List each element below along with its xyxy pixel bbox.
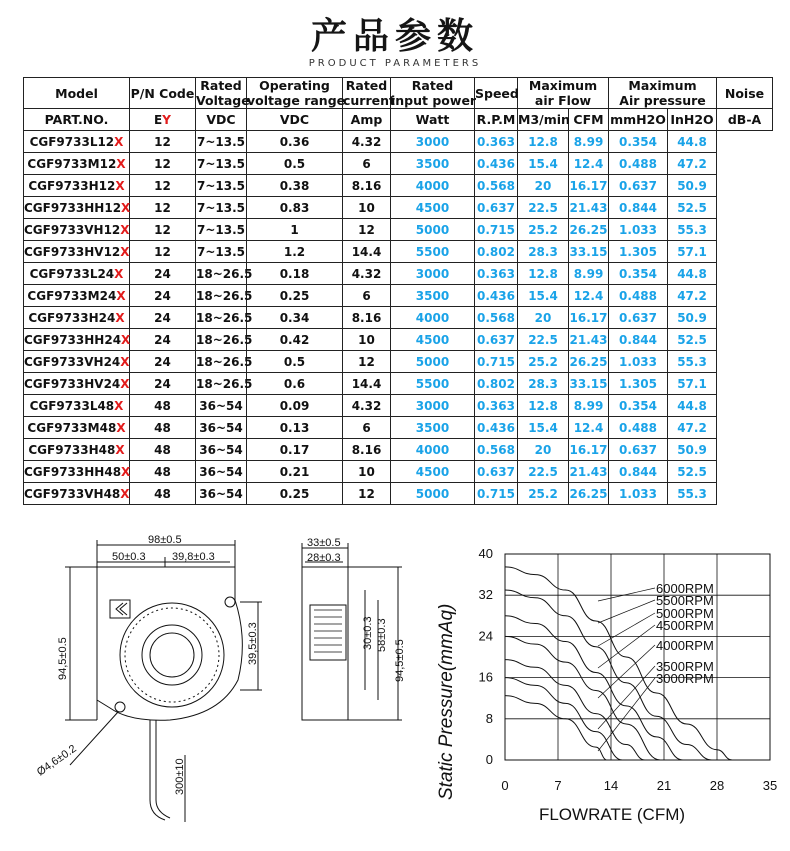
- cell-v: 12: [130, 153, 196, 175]
- cell-amp: 1.2: [247, 241, 343, 263]
- header-operating-range: Operating voltage range: [247, 78, 346, 108]
- cell-inh2o: 0.637: [609, 175, 668, 197]
- chart-y-tick: 16: [478, 669, 493, 685]
- table-row: [24, 483, 773, 505]
- cell-range: 18~26.5: [196, 263, 247, 285]
- table-row: [24, 175, 773, 197]
- cell-amp: 0.17: [247, 439, 343, 461]
- cell-watt: 6: [343, 153, 391, 175]
- cell-cfm: 25.2: [518, 483, 569, 505]
- unit-cell: VDC: [247, 109, 343, 131]
- cell-m3: 0.637: [475, 329, 518, 351]
- cell-v: 48: [130, 461, 196, 483]
- cell-rpm: 3000: [391, 263, 475, 285]
- cell-amp: 0.21: [247, 461, 343, 483]
- unit-cell: M3/min: [518, 109, 569, 131]
- cell-v: 48: [130, 483, 196, 505]
- cell-model: CGF9733VH48X: [24, 483, 130, 505]
- cell-rpm: 3500: [391, 153, 475, 175]
- cell-m3: 0.568: [475, 307, 518, 329]
- header-pn-code: P/N Code: [130, 78, 196, 109]
- cell-amp: 0.09: [247, 395, 343, 417]
- chart-series-line: [505, 696, 607, 760]
- fan-hub-outer: [120, 603, 224, 707]
- pn-code-cell: EY: [130, 109, 196, 131]
- table-row: [24, 439, 773, 461]
- cell-mmh2o: 12.4: [569, 153, 609, 175]
- cell-amp: 0.13: [247, 417, 343, 439]
- cell-range: 7~13.5: [196, 175, 247, 197]
- cell-cfm: 12.8: [518, 263, 569, 285]
- chart-x-tick: 21: [656, 778, 672, 793]
- cell-m3: 0.363: [475, 395, 518, 417]
- chart-y-tick: 8: [485, 710, 493, 726]
- chart-leader-line: [598, 645, 655, 698]
- cell-mmh2o: 26.25: [569, 483, 609, 505]
- cell-cfm: 28.3: [518, 241, 569, 263]
- cell-range: 7~13.5: [196, 131, 247, 153]
- cell-mmh2o: 12.4: [569, 285, 609, 307]
- cell-cfm: 25.2: [518, 219, 569, 241]
- cell-db: 57.1: [668, 241, 717, 263]
- fan-hub-inner: [142, 625, 202, 685]
- cell-range: 7~13.5: [196, 241, 247, 263]
- unit-cell: dB-A: [717, 109, 773, 131]
- cell-model: CGF9733L24X: [24, 263, 130, 285]
- cell-range: 36~54: [196, 417, 247, 439]
- table-row: [24, 329, 773, 351]
- cell-mmh2o: 33.15: [569, 241, 609, 263]
- cell-cfm: 12.8: [518, 131, 569, 153]
- cell-model: CGF9733VH12X: [24, 219, 130, 241]
- mount-hole: [225, 597, 235, 607]
- performance-chart: [430, 540, 785, 840]
- cell-mmh2o: 21.43: [569, 329, 609, 351]
- dim-side-inner: 28±0.3: [307, 552, 341, 564]
- cell-v: 48: [130, 395, 196, 417]
- cell-db: 52.5: [668, 329, 717, 351]
- chart-plot-area: [505, 554, 770, 760]
- cell-inh2o: 1.033: [609, 483, 668, 505]
- cell-cfm: 15.4: [518, 417, 569, 439]
- cell-v: 24: [130, 373, 196, 395]
- cell-amp: 0.5: [247, 351, 343, 373]
- chart-series-line: [505, 660, 645, 760]
- cell-db: 47.2: [668, 153, 717, 175]
- cell-rpm: 5000: [391, 483, 475, 505]
- cell-model: CGF9733M12X: [24, 153, 130, 175]
- chart-leader-line: [598, 600, 655, 623]
- chart-leader-line: [598, 625, 655, 668]
- cell-m3: 0.363: [475, 131, 518, 153]
- cell-amp: 0.38: [247, 175, 343, 197]
- cell-watt: 10: [343, 197, 391, 219]
- cell-range: 36~54: [196, 461, 247, 483]
- cell-db: 44.8: [668, 131, 717, 153]
- cell-rpm: 4000: [391, 439, 475, 461]
- table-row: [24, 197, 773, 219]
- mount-hole: [115, 702, 125, 712]
- cell-range: 18~26.5: [196, 329, 247, 351]
- cell-mmh2o: 21.43: [569, 461, 609, 483]
- cell-rpm: 5500: [391, 373, 475, 395]
- cell-rpm: 5000: [391, 219, 475, 241]
- chart-x-tick: 7: [554, 778, 562, 793]
- cell-model: CGF9733M24X: [24, 285, 130, 307]
- cell-v: 12: [130, 175, 196, 197]
- unit-cell: Watt: [391, 109, 475, 131]
- side-view-body: [302, 567, 348, 720]
- cell-mmh2o: 8.99: [569, 395, 609, 417]
- header-rated-voltage: Rated Voltage: [196, 78, 250, 108]
- cell-watt: 4.32: [343, 395, 391, 417]
- cell-amp: 1: [247, 219, 343, 241]
- cell-inh2o: 1.033: [609, 351, 668, 373]
- cell-db: 55.3: [668, 483, 717, 505]
- cell-db: 50.9: [668, 439, 717, 461]
- cell-cfm: 20: [518, 175, 569, 197]
- chart-x-tick: 14: [603, 778, 619, 793]
- cell-rpm: 3500: [391, 285, 475, 307]
- page-title: 产品参数: [310, 16, 479, 57]
- cell-amp: 0.36: [247, 131, 343, 153]
- cell-model: CGF9733M48X: [24, 417, 130, 439]
- cell-inh2o: 0.844: [609, 329, 668, 351]
- cell-rpm: 4000: [391, 307, 475, 329]
- cell-range: 18~26.5: [196, 307, 247, 329]
- table-row: [24, 263, 773, 285]
- cell-mmh2o: 21.43: [569, 197, 609, 219]
- cell-watt: 8.16: [343, 439, 391, 461]
- cell-v: 24: [130, 263, 196, 285]
- cell-range: 7~13.5: [196, 197, 247, 219]
- page-subtitle: PRODUCT PARAMETERS: [308, 58, 482, 69]
- cell-range: 36~54: [196, 439, 247, 461]
- header-rated-power: Rated input power: [391, 78, 477, 108]
- cell-model: CGF9733H12X: [24, 175, 130, 197]
- chart-y-label: Static Pressure(mmAq): [436, 603, 457, 800]
- unit-cell: InH2O: [668, 109, 717, 131]
- cell-mmh2o: 16.17: [569, 439, 609, 461]
- chart-y-tick: 24: [478, 628, 493, 644]
- cell-inh2o: 0.637: [609, 439, 668, 461]
- cell-rpm: 4500: [391, 197, 475, 219]
- table-row: [24, 461, 773, 483]
- cell-m3: 0.637: [475, 197, 518, 219]
- header-max-air-pressure: Maximum Air pressure: [609, 78, 717, 109]
- cell-cfm: 28.3: [518, 373, 569, 395]
- unit-cell: mmH2O: [609, 109, 668, 131]
- cell-cfm: 22.5: [518, 461, 569, 483]
- cell-inh2o: 0.844: [609, 197, 668, 219]
- cell-model: CGF9733H48X: [24, 439, 130, 461]
- cell-mmh2o: 26.25: [569, 219, 609, 241]
- cell-v: 48: [130, 417, 196, 439]
- cell-v: 48: [130, 439, 196, 461]
- cell-inh2o: 0.637: [609, 307, 668, 329]
- header-max-air-flow: Maximum air Flow: [518, 78, 609, 109]
- cell-cfm: 12.8: [518, 395, 569, 417]
- cell-v: 24: [130, 307, 196, 329]
- cell-watt: 4.32: [343, 131, 391, 153]
- chart-series-label: 6000RPM: [656, 581, 714, 596]
- cell-watt: 8.16: [343, 307, 391, 329]
- cell-rpm: 3500: [391, 417, 475, 439]
- chart-x-label: FLOWRATE (CFM): [538, 805, 686, 824]
- cell-amp: 0.42: [247, 329, 343, 351]
- header-model: Model: [24, 78, 130, 109]
- chart-leader-line: [598, 588, 655, 601]
- unit-cell: CFM: [569, 109, 609, 131]
- cell-inh2o: 0.488: [609, 417, 668, 439]
- cell-inh2o: 0.354: [609, 131, 668, 153]
- cell-db: 44.8: [668, 263, 717, 285]
- cell-cfm: 20: [518, 307, 569, 329]
- table-row: [24, 131, 773, 153]
- cell-cfm: 22.5: [518, 329, 569, 351]
- cell-db: 47.2: [668, 285, 717, 307]
- chart-y-tick: 0: [485, 752, 493, 767]
- dim-height-overall: 94,5±0.5: [57, 637, 69, 680]
- cell-model: CGF9733VH24X: [24, 351, 130, 373]
- table-row: [24, 351, 773, 373]
- cell-inh2o: 0.844: [609, 461, 668, 483]
- cell-db: 55.3: [668, 219, 717, 241]
- table-row: [24, 395, 773, 417]
- cell-m3: 0.436: [475, 285, 518, 307]
- cell-m3: 0.637: [475, 461, 518, 483]
- table-row: [24, 373, 773, 395]
- cell-watt: 6: [343, 285, 391, 307]
- cell-db: 57.1: [668, 373, 717, 395]
- cell-mmh2o: 8.99: [569, 131, 609, 153]
- cell-cfm: 15.4: [518, 153, 569, 175]
- unit-cell: VDC: [196, 109, 247, 131]
- table-row: [24, 219, 773, 241]
- cell-watt: 10: [343, 461, 391, 483]
- cell-inh2o: 0.488: [609, 285, 668, 307]
- dim-hole: Ø4,6±0.2: [34, 742, 79, 779]
- cell-cfm: 25.2: [518, 351, 569, 373]
- cell-model: CGF9733H24X: [24, 307, 130, 329]
- dim-height-outlet: 39,5±0.3: [247, 622, 259, 665]
- spec-table: [23, 77, 773, 505]
- cell-v: 12: [130, 241, 196, 263]
- cell-range: 7~13.5: [196, 153, 247, 175]
- cell-range: 7~13.5: [196, 219, 247, 241]
- cell-watt: 8.16: [343, 175, 391, 197]
- unit-cell: PART.NO.: [24, 109, 130, 131]
- cell-inh2o: 1.033: [609, 219, 668, 241]
- cell-rpm: 4000: [391, 175, 475, 197]
- cell-db: 55.3: [668, 351, 717, 373]
- cell-range: 36~54: [196, 483, 247, 505]
- cell-inh2o: 1.305: [609, 373, 668, 395]
- chart-x-tick: 0: [501, 778, 509, 793]
- cell-v: 24: [130, 329, 196, 351]
- cell-rpm: 4500: [391, 461, 475, 483]
- dim-side-depth: 33±0.5: [307, 537, 341, 549]
- lead-wires: [150, 720, 170, 820]
- cell-range: 18~26.5: [196, 373, 247, 395]
- cell-db: 50.9: [668, 175, 717, 197]
- table-row: [24, 241, 773, 263]
- header-rated-current: Rated current: [343, 78, 395, 108]
- cell-db: 47.2: [668, 417, 717, 439]
- cell-db: 52.5: [668, 461, 717, 483]
- chart-y-tick: 40: [478, 546, 493, 561]
- cell-v: 12: [130, 131, 196, 153]
- chart-series-line: [505, 636, 660, 760]
- cell-watt: 12: [343, 219, 391, 241]
- cell-model: CGF9733L48X: [24, 395, 130, 417]
- cell-m3: 0.802: [475, 241, 518, 263]
- unit-cell: R.P.M: [475, 109, 518, 131]
- dim-width-b: 39,8±0.3: [172, 551, 215, 563]
- header-noise: Noise: [717, 78, 773, 109]
- table-row: [24, 285, 773, 307]
- chart-leader-line: [598, 678, 655, 751]
- dim-side-height: 94,5±0.5: [394, 639, 406, 682]
- chart-y-tick: 32: [478, 587, 493, 603]
- cell-amp: 0.25: [247, 285, 343, 307]
- cell-model: CGF9733HV12X: [24, 241, 130, 263]
- cell-watt: 10: [343, 329, 391, 351]
- dim-side-h1: 30±0.3: [362, 616, 374, 650]
- cell-m3: 0.715: [475, 219, 518, 241]
- cell-watt: 12: [343, 351, 391, 373]
- cell-rpm: 3000: [391, 131, 475, 153]
- table-row: [24, 307, 773, 329]
- cell-v: 24: [130, 351, 196, 373]
- fan-housing-outline: [97, 567, 242, 720]
- cell-rpm: 3000: [391, 395, 475, 417]
- header-speed: Speed: [475, 78, 518, 109]
- cell-mmh2o: 8.99: [569, 263, 609, 285]
- cell-m3: 0.568: [475, 439, 518, 461]
- cell-m3: 0.436: [475, 153, 518, 175]
- chart-series-label: 3000RPM: [656, 671, 714, 686]
- chart-x-tick: 35: [762, 778, 778, 793]
- cell-mmh2o: 26.25: [569, 351, 609, 373]
- cell-mmh2o: 33.15: [569, 373, 609, 395]
- cell-model: CGF9733HH24X: [24, 329, 130, 351]
- dim-lead: 300±10: [174, 758, 186, 795]
- chart-series-label: 5500RPM: [656, 593, 714, 608]
- fan-hub-core: [150, 633, 194, 677]
- cell-range: 36~54: [196, 395, 247, 417]
- cell-db: 50.9: [668, 307, 717, 329]
- cell-cfm: 15.4: [518, 285, 569, 307]
- cell-mmh2o: 16.17: [569, 175, 609, 197]
- cell-inh2o: 0.354: [609, 263, 668, 285]
- cell-range: 18~26.5: [196, 351, 247, 373]
- cell-model: CGF9733HV24X: [24, 373, 130, 395]
- cell-rpm: 4500: [391, 329, 475, 351]
- cell-watt: 4.32: [343, 263, 391, 285]
- cell-amp: 0.5: [247, 153, 343, 175]
- cell-inh2o: 1.305: [609, 241, 668, 263]
- chart-x-tick: 28: [709, 778, 725, 793]
- cell-amp: 0.34: [247, 307, 343, 329]
- cell-inh2o: 0.488: [609, 153, 668, 175]
- cell-range: 18~26.5: [196, 285, 247, 307]
- cell-model: CGF9733HH48X: [24, 461, 130, 483]
- cell-watt: 14.4: [343, 373, 391, 395]
- cell-watt: 14.4: [343, 241, 391, 263]
- chart-series-label: 4000RPM: [656, 638, 714, 653]
- cell-model: CGF9733HH12X: [24, 197, 130, 219]
- cell-m3: 0.568: [475, 175, 518, 197]
- cell-amp: 0.83: [247, 197, 343, 219]
- cell-db: 44.8: [668, 395, 717, 417]
- cell-rpm: 5000: [391, 351, 475, 373]
- cell-inh2o: 0.354: [609, 395, 668, 417]
- chart-series-label: 5000RPM: [656, 606, 714, 621]
- cell-m3: 0.715: [475, 351, 518, 373]
- unit-cell: Amp: [343, 109, 391, 131]
- dim-side-h2: 58±0.3: [376, 618, 388, 652]
- cell-m3: 0.802: [475, 373, 518, 395]
- cell-m3: 0.436: [475, 417, 518, 439]
- chart-series-label: 3500RPM: [656, 659, 714, 674]
- cell-v: 24: [130, 285, 196, 307]
- dim-width-overall: 98±0.5: [148, 534, 182, 546]
- cell-cfm: 22.5: [518, 197, 569, 219]
- cell-model: CGF9733L12X: [24, 131, 130, 153]
- chart-series-label: 4500RPM: [656, 618, 714, 633]
- cell-mmh2o: 12.4: [569, 417, 609, 439]
- dim-width-a: 50±0.3: [112, 551, 146, 563]
- cell-watt: 12: [343, 483, 391, 505]
- cell-m3: 0.363: [475, 263, 518, 285]
- cell-db: 52.5: [668, 197, 717, 219]
- cell-rpm: 5500: [391, 241, 475, 263]
- cell-amp: 0.18: [247, 263, 343, 285]
- dimension-drawing: [0, 535, 420, 851]
- cell-v: 12: [130, 197, 196, 219]
- cell-watt: 6: [343, 417, 391, 439]
- cell-v: 12: [130, 219, 196, 241]
- cell-amp: 0.25: [247, 483, 343, 505]
- units-row: [24, 109, 773, 131]
- cell-m3: 0.715: [475, 483, 518, 505]
- cell-cfm: 20: [518, 439, 569, 461]
- table-row: [24, 417, 773, 439]
- cell-amp: 0.6: [247, 373, 343, 395]
- table-row: [24, 153, 773, 175]
- cell-mmh2o: 16.17: [569, 307, 609, 329]
